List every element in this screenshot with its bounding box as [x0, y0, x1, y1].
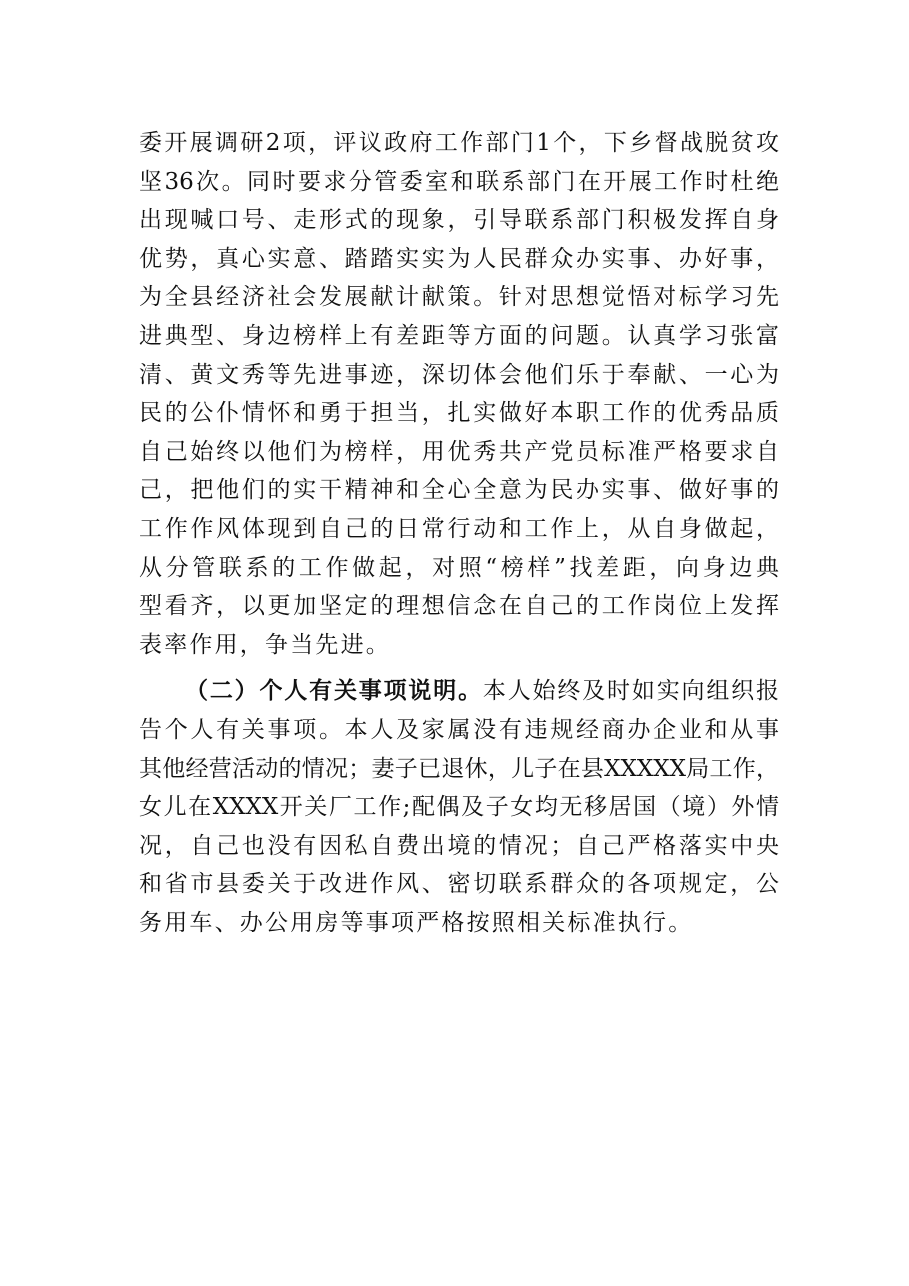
- paragraph-work-practice: [139, 124, 779, 664]
- text-line: 自己始终以他们为榜样，用优秀共产党员标准严格要求自: [139, 438, 779, 465]
- document-body: [139, 124, 779, 942]
- text-line: 坚36次。同时要求分管委室和联系部门在开展工作时杜绝: [139, 168, 779, 195]
- text-line: 进典型、身边榜样上有差距等方面的问题。认真学习张富: [139, 322, 779, 349]
- text-line: 委开展调研2项，评议政府工作部门1个，下乡督战脱贫攻: [139, 130, 779, 156]
- text-line: 女儿在XXXX开关厂工作;配偶及子女均无移居国（境）外情: [139, 794, 779, 821]
- text-line: 其他经营活动的情况；妻子已退休，儿子在县XXXXX局工作，: [139, 755, 779, 782]
- text-line-last: 务用车、办公用房等事项严格按照相关标准执行。: [139, 909, 694, 936]
- text-line: 出现喊口号、走形式的现象，引导联系部门积极发挥自身: [139, 207, 779, 234]
- section-heading: （二）个人有关事项说明。: [185, 677, 483, 705]
- text-line: 工作作风体现到自己的日常行动和工作上，从自身做起，: [139, 515, 779, 542]
- text-line: 优势，真心实意、踏踏实实为人民群众办实事、办好事，: [139, 245, 779, 272]
- text-line: 民的公仆情怀和勇于担当，扎实做好本职工作的优秀品质: [139, 400, 779, 427]
- section-heading-line: [139, 672, 779, 711]
- paragraph-gap: [139, 664, 779, 672]
- text-line: 型看齐，以更加坚定的理想信念在自己的工作岗位上发挥: [139, 593, 779, 620]
- text-line: 己，把他们的实干精神和全心全意为民办实事、做好事的: [139, 477, 779, 504]
- text-line: 为全县经济社会发展献计献策。针对思想觉悟对标学习先: [139, 284, 779, 311]
- paragraph-personal-matters: [139, 672, 779, 942]
- text-line: 清、黄文秀等先进事迹，深切体会他们乐于奉献、一心为: [139, 361, 779, 388]
- text-line: 告个人有关事项。本人及家属没有违规经商办企业和从事: [139, 716, 779, 743]
- text-line: 和省市县委关于改进作风、密切联系群众的各项规定，公: [139, 871, 779, 898]
- text-line: 从分管联系的工作做起，对照“榜样”找差距，向身边典: [139, 554, 779, 581]
- text-line-last: 表率作用，争当先进。: [139, 631, 391, 658]
- text-line: 况，自己也没有因私自费出境的情况；自己严格落实中央: [139, 832, 779, 859]
- heading-line-text: 本人始终及时如实向组织报: [482, 678, 780, 705]
